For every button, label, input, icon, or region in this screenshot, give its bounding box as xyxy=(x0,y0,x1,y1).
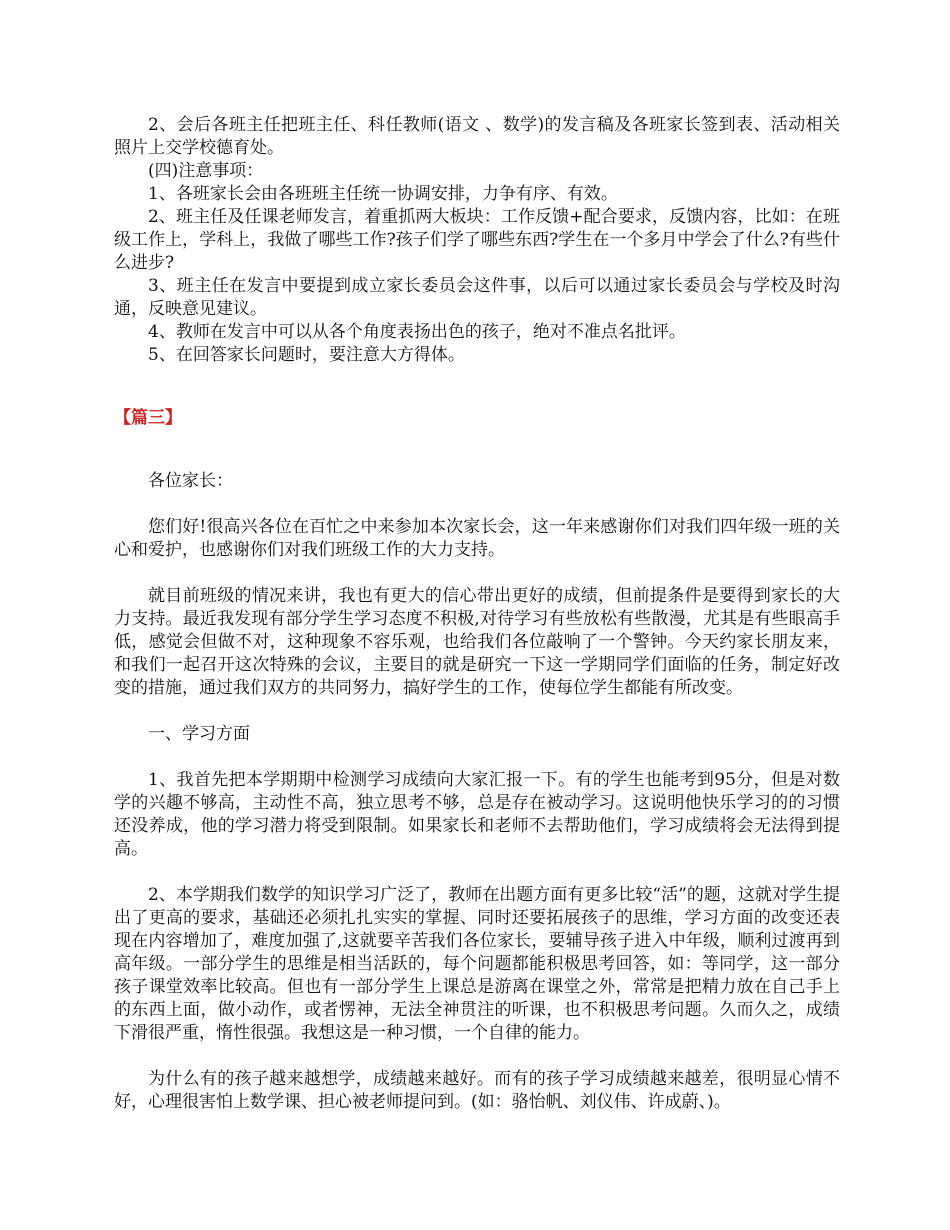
subheading: 一、学习方面 xyxy=(148,724,250,744)
document-body xyxy=(114,114,840,1114)
paragraph: 为什么有的孩子越来越想学，成绩越来越好。而有的孩子学习成绩越来越差，很明显心情不好，心理很害怕上数学课、担心被老师提问到。(如：骆怡帆、刘仪伟、许成蔚、)。 xyxy=(114,1069,840,1112)
paragraph: 2、本学期我们数学的知识学习广泛了，教师在出题方面有更多比较“活”的题，这就对学生提出了更高的要求，基础还必须扎扎实实的掌握、同时还要拓展孩子的思维，学习方面的改变还表现在内容增加了，难度加强了,这就要辛苦我们各位家长，要辅导孩子进入中年级，顺利过渡再到高年级。一部分学生的思维是相当活跃的，每个问题都能积极思考回答，如：等同学，这一部分孩子课堂效率比较高。但也有一部分学生上课总是游离在课堂之外，常常是把精力放在自己手上的东西上面，做小动作，或者愣神，无法全神贯注的听课，也不积极思考问题。久而久之，成绩下滑很严重，惰性很强。我想这是一种习惯，一个自律的能力。 xyxy=(114,885,840,1043)
spacer xyxy=(114,367,840,407)
paragraph: 3、班主任在发言中要提到成立家长委员会这件事，以后可以通过家长委员会与学校及时沟通，反映意见建议。 xyxy=(114,276,840,319)
paragraph: 就目前班级的情况来讲，我也有更大的信心带出更好的成绩，但前提条件是要得到家长的大力支持。最近我发现有部分学生学习态度不积极,对待学习有些放松有些散漫，尤其是有些眼高手低，感觉会但做不对，这种现象不容乐观，也给我们各位敲响了一个警钟。今天约家长朋友来，和我们一起召开这次特殊的会议，主要目的就是研究一下这一学期同学们面临的任务，制定好改变的措施，通过我们双方的共同努力，搞好学生的工作，使每位学生都能有所改变。 xyxy=(114,586,840,698)
paragraph: 5、在回答家长问题时，要注意大方得体。 xyxy=(148,345,465,365)
paragraph: 2、班主任及任课老师发言，着重抓两大板块：工作反馈+配合要求，反馈内容，比如：在班级工作上，学科上，我做了哪些工作?孩子们学了哪些东西?学生在一个多月中学会了什么?有些什么进步? xyxy=(114,207,840,273)
section-heading: 【篇三】 xyxy=(114,408,182,428)
paragraph: 1、我首先把本学期期中检测学习成绩向大家汇报一下。有的学生也能考到95分，但是对数学的兴趣不够高，主动性不高，独立思考不够，总是存在被动学习。这说明他快乐学习的的习惯还没养成，他的学习潜力将受到限制。如果家长和老师不去帮助他们，学习成绩将会无法得到提高。 xyxy=(114,770,840,859)
greeting: 各位家长： xyxy=(148,471,233,491)
paragraph: 2、会后各班主任把班主任、科任教师(语文 、数学)的发言稿及各班家长签到表、活动相关照片上交学校德育处。 xyxy=(114,115,840,158)
paragraph: (四)注意事项： xyxy=(148,161,264,181)
spacer xyxy=(114,430,840,470)
paragraph: 您们好!很高兴各位在百忙之中来参加本次家长会，这一年来感谢你们对我们四年级一班的关心和爱护，也感谢你们对我们班级工作的大力支持。 xyxy=(114,517,840,560)
paragraph: 1、各班家长会由各班班主任统一协调安排，力争有序、有效。 xyxy=(148,184,618,204)
paragraph: 4、教师在发言中可以从各个角度表扬出色的孩子，绝对不准点名批评。 xyxy=(148,322,686,342)
